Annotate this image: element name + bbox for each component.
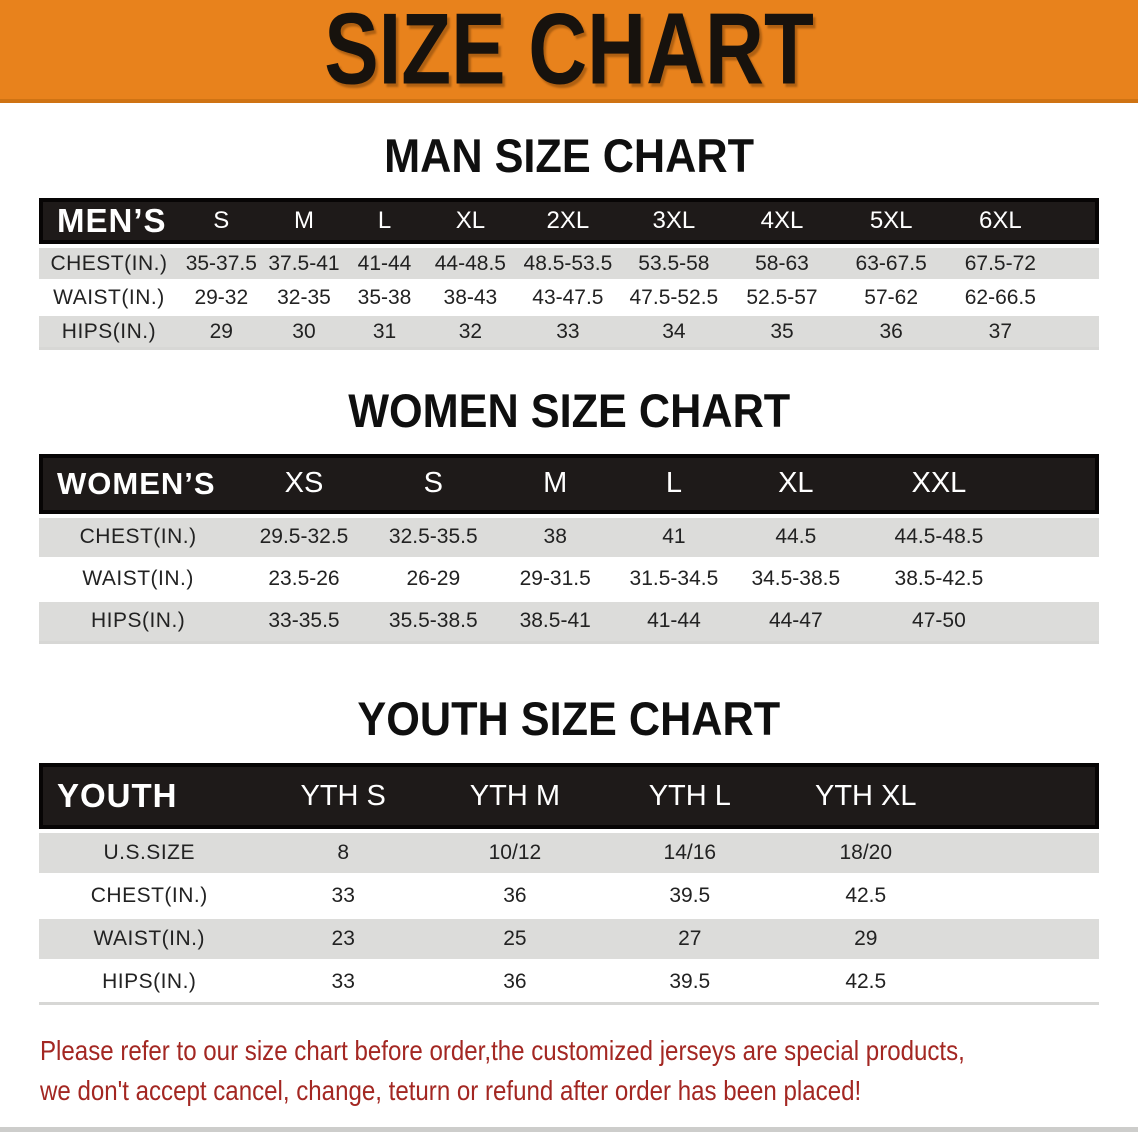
- size-value: 23: [259, 916, 426, 959]
- table-row: [39, 557, 1099, 599]
- size-value: 34.5-38.5: [733, 557, 858, 599]
- size-column-header: M: [264, 198, 345, 244]
- size-column-header: 6XL: [946, 198, 1054, 244]
- size-value: 36: [427, 959, 603, 1005]
- row-label: HIPS(IN.): [39, 599, 237, 644]
- size-value: 23.5-26: [237, 557, 371, 599]
- spacer-cell: [955, 829, 1099, 873]
- table-row: [39, 279, 1099, 313]
- spacer-cell: [1019, 557, 1099, 599]
- size-value: 42.5: [777, 959, 955, 1005]
- spacer-cell: [1019, 599, 1099, 644]
- size-column-header: YTH L: [603, 763, 777, 829]
- size-column-header: 5XL: [836, 198, 946, 244]
- size-value: 48.5-53.5: [516, 244, 620, 279]
- size-column-header: XXL: [858, 454, 1019, 514]
- size-value: 38-43: [425, 279, 516, 313]
- size-value: 38.5-42.5: [858, 557, 1019, 599]
- size-column-header: XL: [425, 198, 516, 244]
- row-label: CHEST(IN.): [39, 514, 237, 557]
- size-value: 57-62: [836, 279, 946, 313]
- women-table-label: WOMEN’S: [39, 454, 237, 514]
- size-value: 44.5-48.5: [858, 514, 1019, 557]
- size-value: 37: [946, 313, 1054, 350]
- women-size-table: [39, 454, 1099, 644]
- size-column-header: S: [179, 198, 264, 244]
- size-column-header: XL: [733, 454, 858, 514]
- disclaimer-text: [40, 1031, 1138, 1111]
- size-value: 29-32: [179, 279, 264, 313]
- size-value: 47-50: [858, 599, 1019, 644]
- disclaimer-line-2: we don't accept cancel, change, teturn or refund after order has been placed!: [40, 1075, 862, 1107]
- size-column-header: M: [496, 454, 615, 514]
- men-header-row: [39, 198, 1099, 244]
- size-value: 47.5-52.5: [620, 279, 728, 313]
- size-value: 41-44: [615, 599, 734, 644]
- size-value: 41-44: [344, 244, 425, 279]
- size-column-header: YTH M: [427, 763, 603, 829]
- size-value: 38.5-41: [496, 599, 615, 644]
- size-column-header: 4XL: [728, 198, 836, 244]
- table-row: [39, 599, 1099, 644]
- row-label: WAIST(IN.): [39, 279, 179, 313]
- table-row: [39, 514, 1099, 557]
- size-value: 27: [603, 916, 777, 959]
- size-value: 29: [179, 313, 264, 350]
- women-size-chart-title: [0, 384, 1138, 438]
- size-column-header: L: [615, 454, 734, 514]
- table-row: [39, 873, 1099, 916]
- size-value: 35-37.5: [179, 244, 264, 279]
- row-label: HIPS(IN.): [39, 313, 179, 350]
- table-row: [39, 916, 1099, 959]
- size-value: 25: [427, 916, 603, 959]
- youth-table-label: YOUTH: [39, 763, 259, 829]
- spacer-cell: [1019, 454, 1099, 514]
- size-value: 43-47.5: [516, 279, 620, 313]
- size-value: 42.5: [777, 873, 955, 916]
- table-row: [39, 244, 1099, 279]
- size-value: 38: [496, 514, 615, 557]
- spacer-cell: [1054, 313, 1099, 350]
- men-size-table: [39, 198, 1099, 350]
- size-value: 31: [344, 313, 425, 350]
- size-value: 35: [728, 313, 836, 350]
- banner-title: SIZE CHART: [324, 0, 814, 106]
- size-value: 31.5-34.5: [615, 557, 734, 599]
- size-value: 39.5: [603, 873, 777, 916]
- spacer-cell: [1054, 244, 1099, 279]
- size-value: 33-35.5: [237, 599, 371, 644]
- size-value: 32-35: [264, 279, 345, 313]
- size-value: 14/16: [603, 829, 777, 873]
- youth-size-table: [39, 763, 1099, 1005]
- size-value: 33: [259, 959, 426, 1005]
- size-value: 44-47: [733, 599, 858, 644]
- size-value: 32: [425, 313, 516, 350]
- man-size-chart-title: [0, 131, 1138, 180]
- size-value: 10/12: [427, 829, 603, 873]
- spacer-cell: [1019, 514, 1099, 557]
- size-value: 36: [836, 313, 946, 350]
- youth-header-row: [39, 763, 1099, 829]
- table-row: [39, 313, 1099, 350]
- size-value: 26-29: [371, 557, 496, 599]
- size-column-header: XS: [237, 454, 371, 514]
- size-value: 29: [777, 916, 955, 959]
- spacer-cell: [1054, 198, 1099, 244]
- man-size-chart-title-text: MAN SIZE CHART: [384, 129, 754, 182]
- spacer-cell: [955, 873, 1099, 916]
- row-label: CHEST(IN.): [39, 873, 259, 916]
- women-header-row: [39, 454, 1099, 514]
- row-label: WAIST(IN.): [39, 916, 259, 959]
- table-row: [39, 959, 1099, 1005]
- size-column-header: L: [344, 198, 425, 244]
- row-label: U.S.SIZE: [39, 829, 259, 873]
- size-value: 29.5-32.5: [237, 514, 371, 557]
- size-value: 36: [427, 873, 603, 916]
- size-value: 53.5-58: [620, 244, 728, 279]
- size-value: 32.5-35.5: [371, 514, 496, 557]
- row-label: HIPS(IN.): [39, 959, 259, 1005]
- size-value: 29-31.5: [496, 557, 615, 599]
- size-value: 30: [264, 313, 345, 350]
- youth-size-chart-title: [0, 691, 1138, 745]
- size-value: 34: [620, 313, 728, 350]
- size-value: 44.5: [733, 514, 858, 557]
- disclaimer-line-1: Please refer to our size chart before order,the customized jerseys are special products,: [40, 1035, 965, 1067]
- women-size-chart-title-text: WOMEN SIZE CHART: [347, 384, 790, 438]
- size-value: 63-67.5: [836, 244, 946, 279]
- size-column-header: 3XL: [620, 198, 728, 244]
- size-value: 8: [259, 829, 426, 873]
- size-value: 67.5-72: [946, 244, 1054, 279]
- size-value: 18/20: [777, 829, 955, 873]
- size-value: 33: [516, 313, 620, 350]
- size-value: 58-63: [728, 244, 836, 279]
- size-value: 35.5-38.5: [371, 599, 496, 644]
- spacer-cell: [955, 959, 1099, 1005]
- size-value: 44-48.5: [425, 244, 516, 279]
- bottom-edge-divider: [0, 1127, 1138, 1132]
- size-column-header: YTH XL: [777, 763, 955, 829]
- row-label: WAIST(IN.): [39, 557, 237, 599]
- size-value: 39.5: [603, 959, 777, 1005]
- size-column-header: 2XL: [516, 198, 620, 244]
- size-chart-banner: [0, 0, 1138, 106]
- spacer-cell: [955, 763, 1099, 829]
- size-value: 41: [615, 514, 734, 557]
- youth-size-chart-title-text: YOUTH SIZE CHART: [357, 691, 781, 745]
- size-value: 52.5-57: [728, 279, 836, 313]
- table-row: [39, 829, 1099, 873]
- row-label: CHEST(IN.): [39, 244, 179, 279]
- size-value: 37.5-41: [264, 244, 345, 279]
- size-value: 62-66.5: [946, 279, 1054, 313]
- size-column-header: YTH S: [259, 763, 426, 829]
- size-column-header: S: [371, 454, 496, 514]
- spacer-cell: [1054, 279, 1099, 313]
- spacer-cell: [955, 916, 1099, 959]
- size-value: 33: [259, 873, 426, 916]
- men-table-label: MEN’S: [39, 198, 179, 244]
- size-value: 35-38: [344, 279, 425, 313]
